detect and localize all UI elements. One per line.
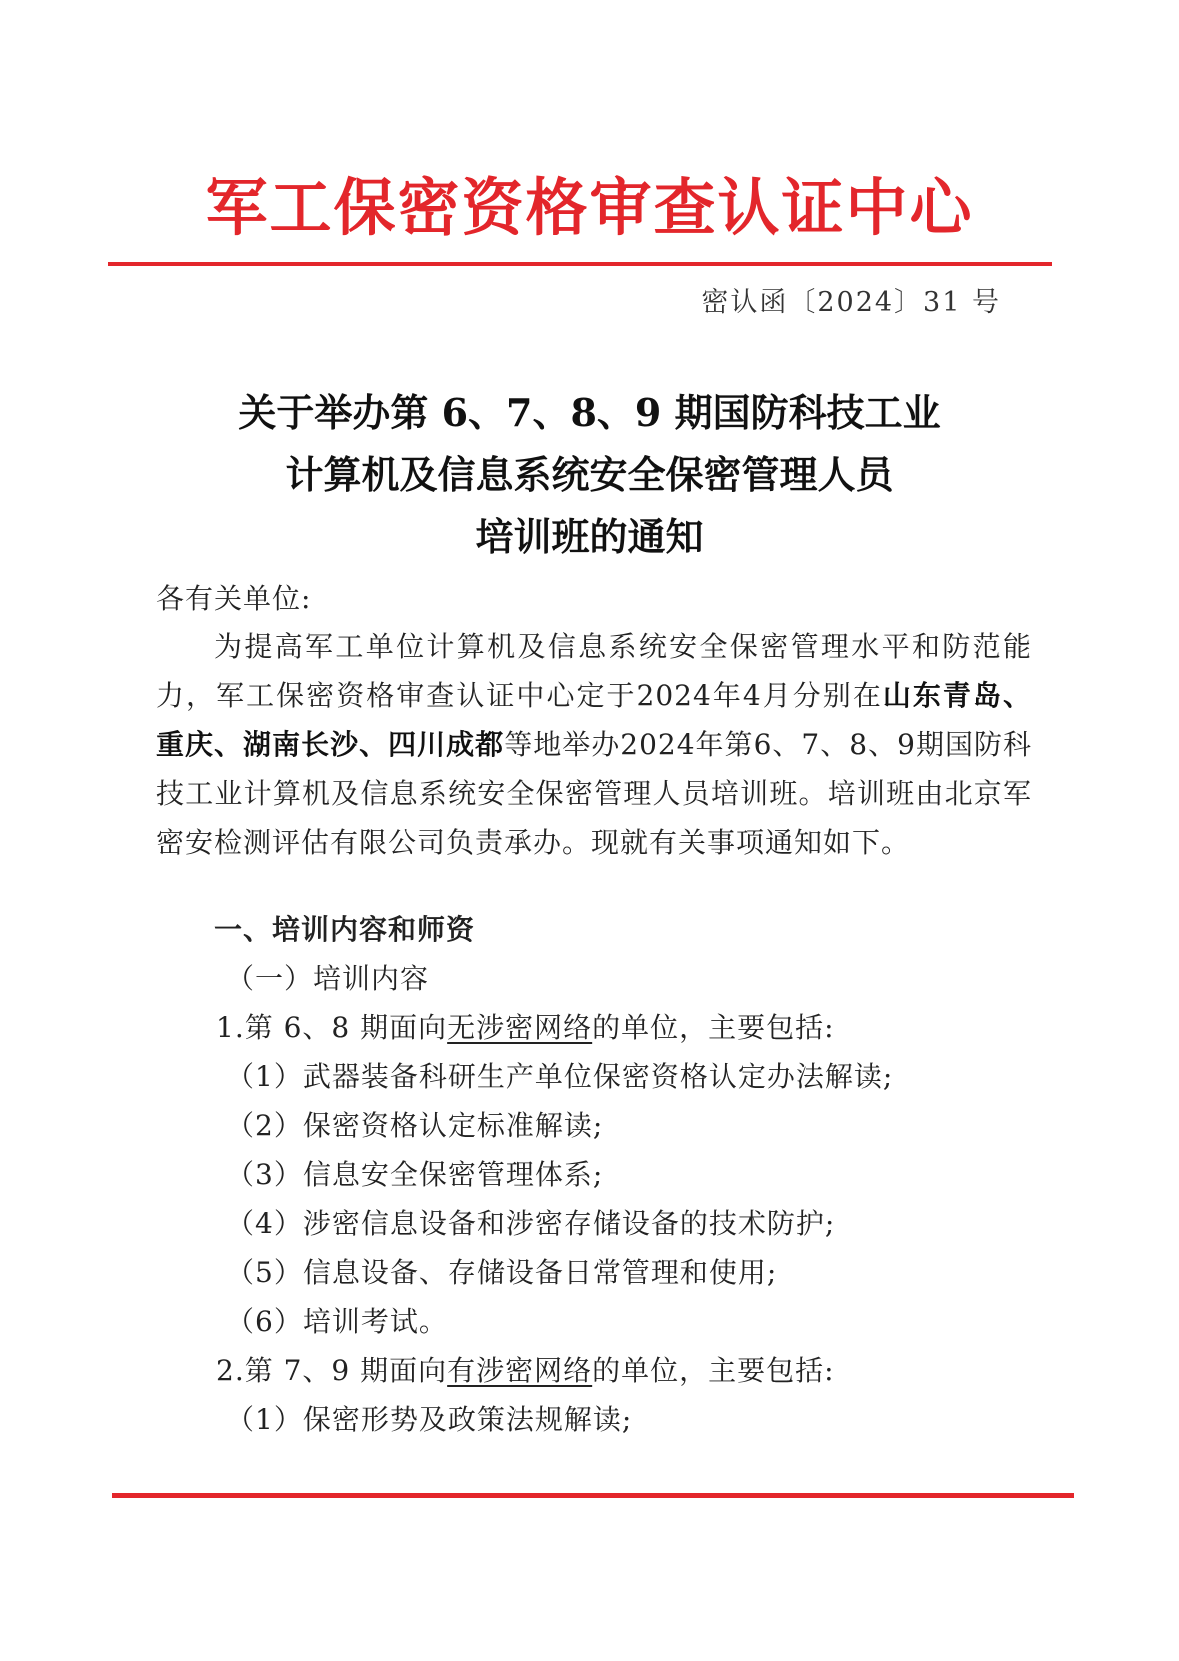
section-heading: 一、培训内容和师资 <box>214 913 476 946</box>
list-item: （2）保密资格认定标准解读; <box>226 1109 604 1142</box>
list-item: （3）信息安全保密管理体系; <box>226 1158 604 1191</box>
footer-divider <box>112 1493 1074 1498</box>
subsection-heading: （一）培训内容 <box>226 962 430 995</box>
list-item: （4）涉密信息设备和涉密存储设备的技术防护; <box>226 1207 836 1240</box>
notice-title-line-1: 关于举办第 6、7、8、9 期国防科技工业 <box>238 390 941 435</box>
item-2-suffix: 的单位，主要包括: <box>592 1354 835 1387</box>
list-item: （5）信息设备、存储设备日常管理和使用; <box>226 1256 778 1289</box>
list-item: （1）保密形势及政策法规解读; <box>226 1403 633 1436</box>
item-2-underlined: 有涉密网络 <box>447 1354 593 1387</box>
intro-bold-locations: 山东青岛、重庆、湖南长沙、四川成都 <box>156 679 1032 761</box>
notice-title-line-3: 培训班的通知 <box>475 514 704 559</box>
item-1-suffix: 的单位，主要包括: <box>592 1011 835 1044</box>
intro-paragraph <box>156 622 1032 867</box>
document-number: 密认函〔2024〕31 号 <box>701 287 1001 318</box>
org-letterhead-title: 军工保密资格审查认证中心 <box>205 171 974 244</box>
letterhead-divider <box>108 262 1052 266</box>
list-item: （6）培训考试。 <box>226 1305 448 1338</box>
item-2-prefix: 2.第 7、9 期面向 <box>216 1354 448 1387</box>
item-1-underlined: 无涉密网络 <box>447 1011 593 1044</box>
item-1 <box>156 1003 1032 1052</box>
item-1-prefix: 1.第 6、8 期面向 <box>216 1011 448 1044</box>
notice-title <box>0 382 1179 568</box>
notice-content <box>156 905 1032 1444</box>
list-item: （1）武器装备科研生产单位保密资格认定办法解读; <box>226 1060 894 1093</box>
notice-title-line-2: 计算机及信息系统安全保密管理人员 <box>285 452 894 497</box>
salutation: 各有关单位: <box>156 582 312 615</box>
intro-text-part-2: 等地举办2024年第6、7、8、9期国防科技工业计算机及信息系统安全保密管理人员培训班。培训班由北京军密安检测评估有限公司负责承办。现就有关事项通知如下。 <box>156 728 1032 859</box>
item-2 <box>156 1346 1032 1395</box>
intro-text-part-1: 为提高军工单位计算机及信息系统安全保密管理水平和防范能力，军工保密资格审查认证中心定于2024年4月分别在 <box>156 630 1032 712</box>
